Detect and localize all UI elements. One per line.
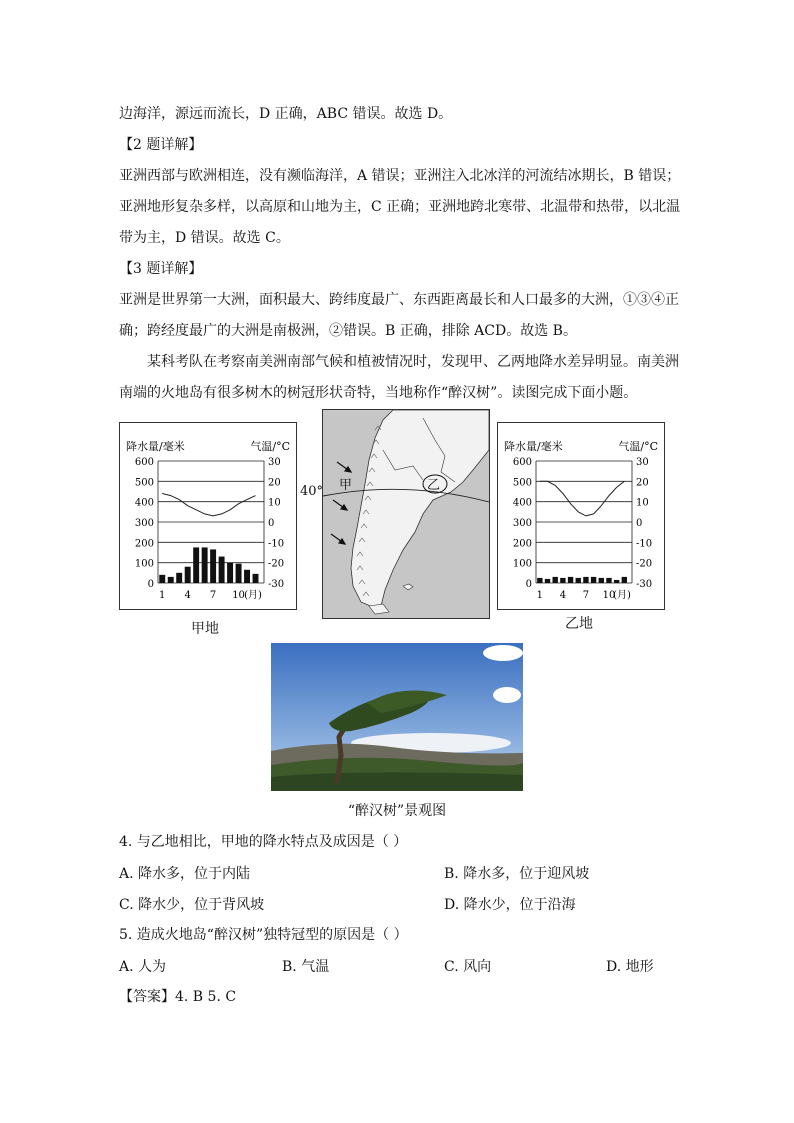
y-tick-label: 0 (147, 579, 154, 590)
text-line: 带为主，D 错误。故选 C。 (119, 230, 290, 246)
south-america-map (322, 409, 490, 619)
y2-tick-label: 20 (636, 477, 649, 489)
map-label-jia: 甲 (339, 478, 353, 493)
y2-tick-label: -20 (268, 558, 285, 570)
y2-axis-label: 气温/°C (250, 440, 290, 453)
option-4a: A. 降水多，位于内陆 (119, 866, 251, 882)
y-tick-label: 600 (512, 457, 532, 468)
y2-tick-label: 10 (636, 497, 649, 509)
temperature-line (162, 494, 255, 516)
climate-chart-yi (497, 422, 665, 610)
precip-bar (568, 577, 573, 583)
y-tick-label: 500 (134, 477, 154, 489)
precip-bar (599, 578, 604, 583)
x-unit-label: (月) (244, 590, 262, 601)
y2-tick-label: -10 (268, 538, 285, 550)
y-tick-label: 600 (134, 457, 154, 468)
precip-bar (614, 580, 619, 583)
chart-caption-yi: 乙地 (565, 616, 593, 632)
photo-caption: “醉汉树”景观图 (347, 803, 447, 819)
precip-bar (176, 573, 182, 583)
precip-bar (545, 579, 550, 583)
climate-chart-svg (498, 423, 664, 609)
x-tick-label: 10 (232, 590, 245, 601)
option-5a: A. 人为 (119, 959, 167, 975)
x-tick-label: 7 (582, 590, 590, 601)
y-axis-label: 降水量/毫米 (504, 440, 563, 453)
text-line: 南端的火地岛有很多树木的树冠形状奇特，当地称作“醉汉树”。读图完成下面小题。 (119, 385, 638, 401)
precip-bar (236, 564, 242, 583)
y-axis-label: 降水量/毫米 (126, 440, 185, 453)
x-tick-label: 4 (559, 590, 567, 601)
y2-tick-label: -30 (636, 579, 653, 590)
question-5: 5. 造成火地岛“醉汉树”独特冠型的原因是（ ） (119, 927, 408, 943)
precip-bar (185, 567, 191, 583)
precip-bar (219, 557, 225, 583)
x-tick-label: 10 (602, 590, 616, 601)
y-tick-label: 500 (512, 477, 532, 489)
precip-bar (560, 578, 565, 583)
y-tick-label: 400 (512, 497, 532, 509)
option-5b: B. 气温 (282, 959, 330, 975)
precip-bar (591, 577, 596, 583)
chart-caption-jia: 甲地 (191, 621, 219, 637)
y2-tick-label: 0 (636, 518, 643, 529)
text-line: 亚洲地形复杂多样，以高原和山地为主，C 正确；亚洲地跨北寒带、北温带和热带，以北温 (119, 199, 681, 215)
precip-bar (159, 575, 165, 583)
map-label-yi: 乙 (427, 478, 441, 493)
precip-bar (606, 578, 611, 583)
y-tick-label: 300 (134, 518, 154, 529)
answer-line: 【答案】4. B 5. C (119, 989, 237, 1005)
x-tick-label: 1 (536, 590, 544, 601)
text-line: 亚洲西部与欧洲相连，没有濒临海洋，A 错误；亚洲注入北冰洋的河流结冰期长，B 错误； (119, 168, 681, 184)
option-4b: B. 降水多，位于迎风坡 (444, 866, 590, 882)
precip-bar (622, 577, 627, 583)
precip-bar (227, 563, 233, 583)
y2-axis-label: 气温/°C (618, 440, 658, 453)
y2-tick-label: 30 (268, 457, 281, 468)
y-tick-label: 0 (525, 579, 532, 590)
precip-bar (576, 578, 581, 583)
precip-bar (253, 574, 259, 583)
y-tick-label: 100 (512, 558, 532, 570)
y2-tick-label: -10 (636, 538, 653, 550)
y2-tick-label: 20 (268, 477, 281, 489)
y-tick-label: 200 (134, 538, 154, 550)
latitude-label: 40° (300, 484, 324, 499)
y2-tick-label: -20 (636, 558, 653, 570)
temperature-line (540, 481, 625, 516)
section-heading-3: 【3 题详解】 (119, 261, 203, 277)
climate-chart-jia (119, 422, 297, 610)
precip-bar (168, 577, 174, 583)
y2-tick-label: -30 (268, 579, 285, 590)
y-tick-label: 300 (512, 518, 532, 529)
option-4d: D. 降水少，位于沿海 (444, 897, 576, 913)
x-tick-label: 7 (209, 590, 217, 601)
x-unit-label: (月) (613, 590, 631, 601)
text-line: 确；跨经度最广的大洲是南极洲，②错误。B 正确，排除 ACD。故选 B。 (119, 323, 577, 339)
precip-bar (202, 547, 208, 583)
precip-bar (537, 578, 542, 583)
precip-bar (244, 570, 250, 583)
question-4: 4. 与乙地相比，甲地的降水特点及成因是（ ） (119, 834, 408, 850)
y-tick-label: 400 (134, 497, 154, 509)
y2-tick-label: 30 (636, 457, 649, 468)
y2-tick-label: 0 (268, 518, 275, 529)
y-tick-label: 200 (512, 538, 532, 550)
option-5c: C. 风向 (444, 959, 492, 975)
x-tick-label: 4 (184, 590, 191, 601)
section-heading-2: 【2 题详解】 (119, 137, 203, 153)
option-5d: D. 地形 (606, 959, 654, 975)
drunken-tree-photo (271, 643, 523, 791)
precip-bar (193, 547, 199, 583)
map-svg (323, 410, 489, 618)
x-tick-label: 1 (159, 590, 166, 601)
intro-paragraph: 某科考队在考察南美洲南部气候和植被情况时，发现甲、乙两地降水差异明显。南美洲 (147, 354, 679, 370)
precip-bar (583, 577, 588, 583)
precip-bar (553, 577, 558, 583)
precip-bar (210, 549, 216, 583)
y2-tick-label: 10 (268, 497, 281, 509)
text-line: 亚洲是世界第一大洲，面积最大、跨纬度最广、东西距离最长和人口最多的大洲，①③④正 (119, 292, 679, 308)
climate-chart-svg (120, 423, 296, 609)
text-line: 边海洋，源远而流长，D 正确，ABC 错误。故选 D。 (119, 106, 453, 122)
option-4c: C. 降水少，位于背风坡 (119, 897, 265, 913)
y-tick-label: 100 (134, 558, 154, 570)
